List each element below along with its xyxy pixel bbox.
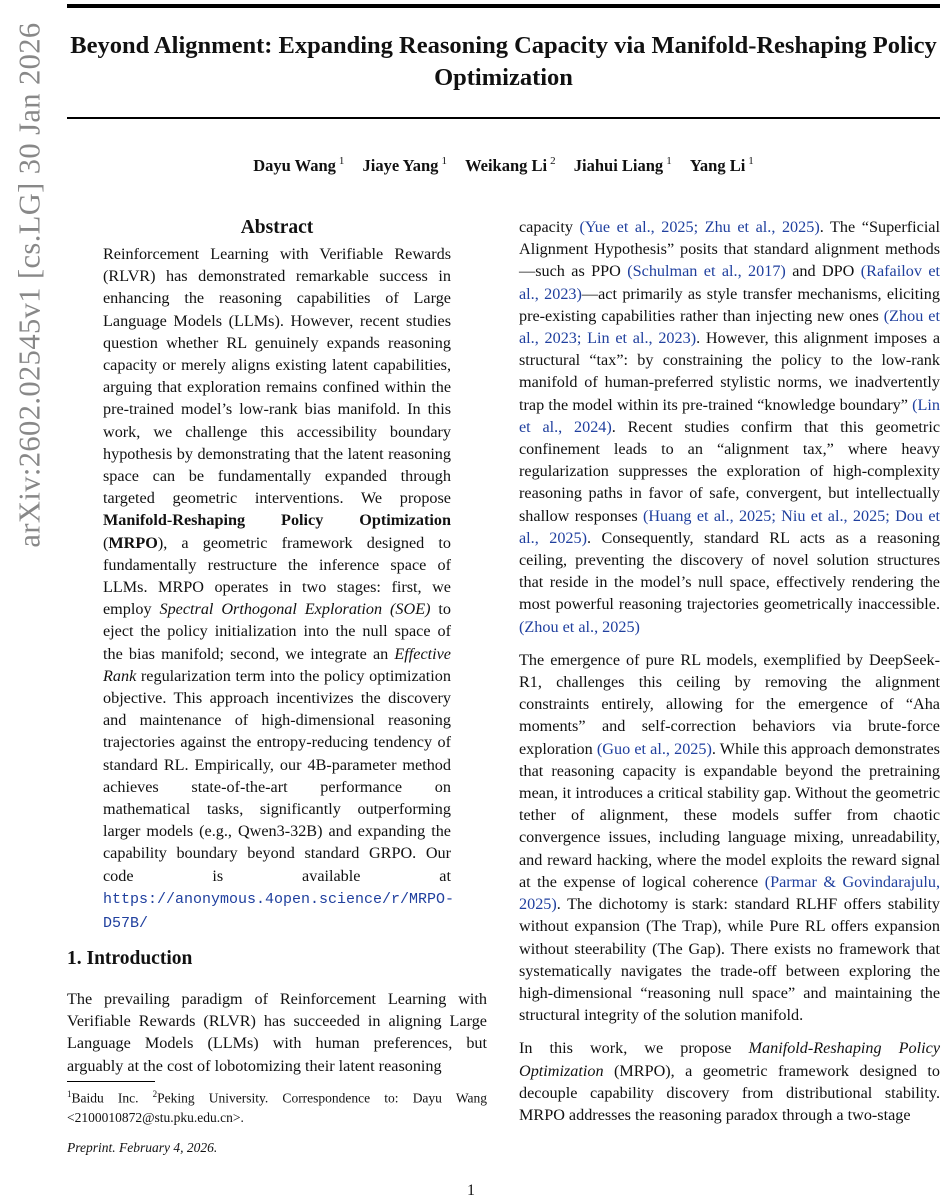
footnote-mark: 1 xyxy=(67,1089,72,1099)
author-name: Dayu Wang xyxy=(253,155,336,175)
intro-paragraph: The prevailing paradigm of Reinforcement Learning with Verifiable Rewards (RLVR) has succeeded in aligning Large Language Models (LLMs) with human preferences, but arguably at the cost of lobotomizing their latent reasoning xyxy=(67,990,487,1075)
text-span: In this work, we propose xyxy=(519,1039,749,1058)
footnote-rule xyxy=(67,1081,155,1082)
footnote-text: Peking University. Correspondence to: Dayu Wang <2100010872@stu.pku.edu.cn>. xyxy=(67,1090,487,1125)
preprint-note: Preprint. February 4, 2026. xyxy=(67,1140,218,1155)
citation-link[interactable]: (Zhou et al., 2025) xyxy=(519,617,640,636)
author-affiliation: 1 xyxy=(666,155,672,167)
abstract-text-span: regularization term into the policy optimization objective. This approach incentivizes the discovery and maintenance of high-dimensional reasoning trajectories against the entropy-reducing tendency of standard RL. Empirically, our 4B-parameter method achieves state-of-the-art performance on mathematical tasks, significantly outperforming larger models (e.g., Qwen3-32B) and expanding the capability boundary beyond standard GRPO. Our code is available at xyxy=(103,666,451,885)
right-column xyxy=(519,216,940,1137)
text-span: . The “Superficial Alignment Hypothesis” posits that standard alignment methods—such as PPO xyxy=(519,218,940,281)
code-link[interactable]: https://anonymous.4open.science/r/MRPO-D57B/ xyxy=(103,890,455,933)
arxiv-identifier: arXiv:2602.02545v1 [cs.LG] 30 Jan 2026 xyxy=(12,22,47,548)
intro-paragraph xyxy=(519,649,940,1026)
abstract-text-span: ( xyxy=(103,533,109,552)
footnote xyxy=(67,1085,487,1127)
text-span: . Recent studies confirm that this geometric confinement leads to an “alignment tax,” where heavy regularization suppresses the exploration of high-complexity reasoning paths in favor of safe, convergent, but intellectually shallow responses xyxy=(519,417,940,525)
text-span: and DPO xyxy=(785,262,861,281)
page-number: 1 xyxy=(467,1182,475,1199)
citation-link[interactable]: (Guo et al., 2025) xyxy=(596,739,712,758)
author-affiliation: 1 xyxy=(748,155,754,167)
section-heading-introduction: 1. Introduction xyxy=(67,948,193,969)
author-name: Weikang Li xyxy=(465,155,548,175)
citation-link[interactable]: (Huang et al., 2025; Niu et al., 2025; Dou et al., 2025) xyxy=(519,506,940,547)
top-rule xyxy=(67,4,940,8)
text-span: . Consequently, standard RL acts as a reasoning ceiling, preventing the discovery of novel solution structures that reside in the model’s null space, effectively rendering the most powerful reasoning trajectories geometrically inaccessible. xyxy=(519,528,940,614)
citation-link[interactable]: (Lin et al., 2024) xyxy=(519,395,940,436)
citation-link[interactable]: (Rafailov et al., 2023) xyxy=(519,262,940,303)
intro-paragraph xyxy=(519,216,940,638)
italic-method-name: Manifold-Reshaping Policy Optimization xyxy=(519,1039,940,1080)
citation-link[interactable]: (Zhou et al., 2023; Lin et al., 2023) xyxy=(519,306,940,348)
intro-paragraph xyxy=(519,1037,940,1126)
citation-link[interactable]: (Yue et al., 2025; Zhu et al., 2025) xyxy=(579,218,820,236)
left-column xyxy=(67,215,487,935)
text-span: . The dichotomy is stark: standard RLHF offers stability without expansion (The Trap), while Pure RL offers expansion without steerability (The Gap). There exists no framework that systematically navigates the trade-off between exploring the high-dimensional “reasoning null space” and maintaining the structural integrity of the solution manifold. xyxy=(519,895,940,1025)
author-name: Jiahui Liang xyxy=(573,155,664,175)
author-affiliation: 1 xyxy=(338,155,345,167)
citation-link[interactable]: (Schulman et al., 2017) xyxy=(627,262,786,281)
abstract-text xyxy=(103,243,455,935)
text-span: (MRPO), a geometric framework designed to decouple capability discovery from distributional stability. MRPO addresses the reasoning paradox through a two-stage xyxy=(519,1061,940,1124)
abstract-italic-effective-rank: Effective Rank xyxy=(103,644,451,685)
author xyxy=(574,156,672,175)
author-affiliation: 1 xyxy=(441,155,447,167)
title-bottom-rule xyxy=(67,117,940,119)
footnote-text: Baidu Inc. xyxy=(71,1090,153,1106)
abstract-bold-acronym: MRPO xyxy=(108,533,158,552)
author xyxy=(690,156,754,175)
author xyxy=(363,156,447,175)
text-span: capacity xyxy=(519,218,580,236)
abstract-text-span: to eject the policy initialization into the null space of the bias manifold; second, we integrate an xyxy=(103,600,452,663)
footnote-mark: 2 xyxy=(152,1089,158,1099)
text-span: . While this approach demonstrates that reasoning capacity is expandable beyond the pretraining mean, it introduces a critical stability gap. Without the geometric tether of alignment, these models suffer from chaotic convergence issues, including language mixing, unreadability, and reward hacking, where the model exploits the reward signal at the expense of logical coherence xyxy=(519,739,940,891)
author xyxy=(253,156,344,175)
author-affiliation: 2 xyxy=(550,155,556,167)
author-name: Yang Li xyxy=(689,155,746,175)
arxiv-sidebar xyxy=(0,0,60,900)
abstract-italic-soe: Spectral Orthogonal Exploration (SOE) xyxy=(159,600,431,619)
author-name: Jiaye Yang xyxy=(362,155,439,175)
abstract-text-span: ), a geometric framework designed to fundamentally restructure the inference space of LLMs. MRPO operates in two stages: first, we employ xyxy=(103,533,451,619)
abstract-heading: Abstract xyxy=(240,217,314,238)
text-span: . However, this alignment imposes a structural “tax”: by constraining the policy to the low-rank manifold of human-preferred stylistic norms, we inadvertently trap the model within its pre-trained “knowledge boundary” xyxy=(519,329,940,414)
author xyxy=(465,156,556,175)
paper-title: Beyond Alignment: Expanding Reasoning Capacity via Manifold-Reshaping Policy Optimization xyxy=(70,32,937,91)
abstract-text-span: Reinforcement Learning with Verifiable Rewards (RLVR) has demonstrated remarkable success in enhancing the reasoning capabilities of Large Language Models (LLMs). However, recent studies question whether RL genuinely expands reasoning capacity or merely aligns existing latent capabilities, arguing that exploration remains confined within the pre-trained model’s low-rank bias manifold. In this work, we challenge this accessibility boundary hypothesis by demonstrating that the latent reasoning space can be fundamentally expanded through targeted geometric interventions. We propose xyxy=(103,245,451,508)
text-span: The emergence of pure RL models, exemplified by DeepSeek-R1, challenges this ceiling by removing the alignment constraints entirely, allowing for the emergence of “Aha moments” and self-correction behaviors via brute-force exploration xyxy=(519,650,940,758)
citation-link[interactable]: (Parmar & Govindarajulu, 2025) xyxy=(519,872,940,914)
author-list xyxy=(67,155,940,176)
abstract-bold-method: Manifold-Reshaping Policy Optimization xyxy=(103,511,451,530)
text-span: —act primarily as style transfer mechanisms, eliciting pre-existing capabilities rather than injecting new ones xyxy=(519,284,940,325)
